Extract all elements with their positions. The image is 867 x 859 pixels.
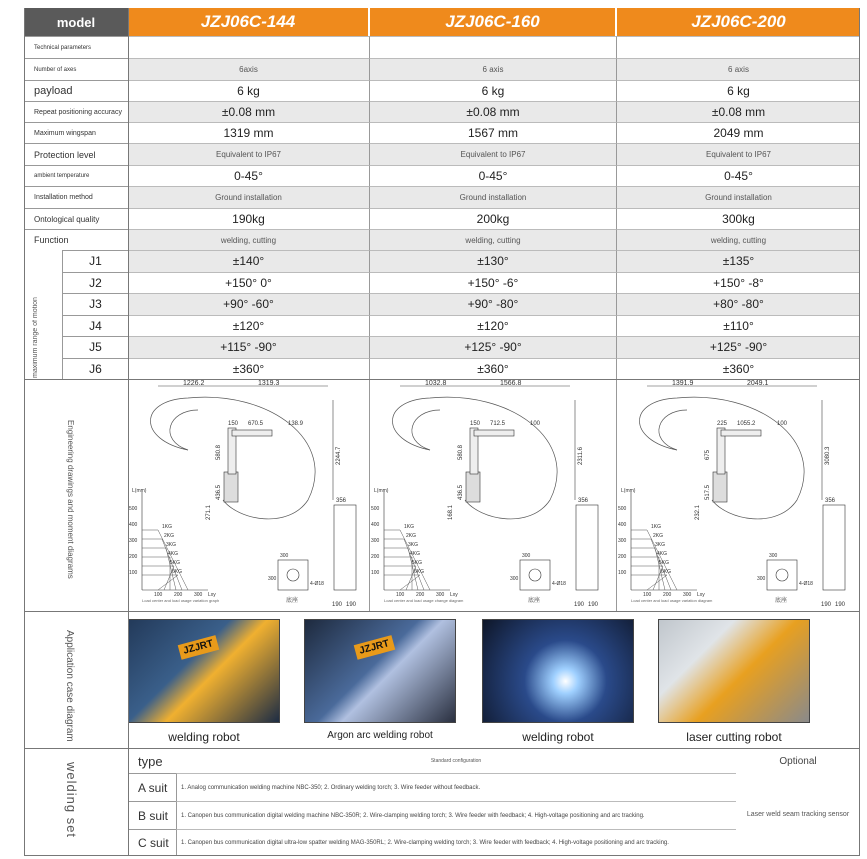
joint-value: ±360° xyxy=(369,358,616,380)
dim-g: 517.5 xyxy=(705,484,711,500)
engineering-drawing xyxy=(128,380,369,611)
optional-header: Optional xyxy=(779,755,817,767)
base-caption: 底座 xyxy=(528,598,541,604)
moment-x-tick: 100 xyxy=(396,592,405,598)
dim-e: 100 xyxy=(777,421,788,427)
load-label: 4KG xyxy=(657,551,668,557)
spec-value: 300kg xyxy=(616,208,860,229)
joint-value: +150° -8° xyxy=(616,272,860,294)
spec-value xyxy=(616,36,860,58)
mount-spec: 4-Ø18 xyxy=(552,581,566,587)
spec-label: payload xyxy=(24,80,128,101)
spec-value: 6axis xyxy=(128,58,369,80)
side-w2: 190 xyxy=(835,602,846,608)
spec-label: Installation method xyxy=(24,186,128,208)
brand-badge: JZJRT xyxy=(178,635,219,659)
dim-b: 1566.8 xyxy=(500,380,522,387)
drawing-svg xyxy=(370,380,617,611)
base-hole xyxy=(529,569,541,581)
load-label: 3KG xyxy=(655,542,666,548)
spec-label: Protection level xyxy=(24,143,128,165)
chart-caption: Load center and load usage variation graph xyxy=(142,598,220,603)
drawing-svg xyxy=(617,380,861,611)
spec-value: 1319 mm xyxy=(128,122,369,143)
robot-base xyxy=(713,472,727,502)
spec-value: Equivalent to IP67 xyxy=(128,143,369,165)
load-label: 1KG xyxy=(162,524,173,530)
case-caption: Argon arc welding robot xyxy=(327,730,433,741)
moment-x-tick: 300 xyxy=(683,592,692,598)
base-dim-2: 300 xyxy=(510,576,519,582)
spec-label: Number of axes xyxy=(24,58,128,80)
spec-value: ±0.08 mm xyxy=(616,101,860,122)
spec-value: 0-45° xyxy=(369,165,616,186)
joint-value: ±360° xyxy=(616,358,860,380)
spec-value: ±0.08 mm xyxy=(369,101,616,122)
dim-e: 100 xyxy=(530,421,541,427)
moment-y-label: L(mm) xyxy=(132,488,147,494)
side-w2: 190 xyxy=(588,602,599,608)
moment-y-label: L(mm) xyxy=(621,488,636,494)
case-caption: welding robot xyxy=(168,730,240,744)
dim-h: 271.1 xyxy=(206,504,212,520)
base-dim-2: 300 xyxy=(757,576,766,582)
dim-h: 232.1 xyxy=(695,504,701,520)
suit-description: 1. Canopen bus communication digital ultra-low spatter welding MAG-350RL; 2. Wire-clamping welding torch; 3. Wire feeder with feedback; 4. High-voltage positioning and arc tracking. xyxy=(176,829,736,855)
moment-x-label: Lxy xyxy=(208,592,216,598)
welding-set-label: welding set xyxy=(64,762,79,839)
moment-x-tick: 200 xyxy=(174,592,183,598)
dim-a: 1032.8 xyxy=(425,380,447,387)
side-view xyxy=(576,505,598,590)
load-label: 2KG xyxy=(164,533,175,539)
load-label: 4KG xyxy=(168,551,179,557)
dim-b: 1319.3 xyxy=(258,380,280,387)
joint-value: +125° -90° xyxy=(616,336,860,358)
moment-y-tick: 400 xyxy=(618,522,627,528)
load-label: 5KG xyxy=(412,560,423,566)
load-curve xyxy=(384,575,420,590)
spec-value: 190kg xyxy=(128,208,369,229)
spec-value: 2049 mm xyxy=(616,122,860,143)
dim-d: 1055.2 xyxy=(737,421,756,427)
moment-y-label: L(mm) xyxy=(374,488,389,494)
moment-y-tick: 500 xyxy=(129,506,138,512)
side-w1: 190 xyxy=(332,602,343,608)
moment-x-tick: 200 xyxy=(663,592,672,598)
load-curve xyxy=(631,566,663,590)
base-dim-1: 300 xyxy=(769,553,778,559)
base-plate xyxy=(278,560,308,590)
type-label: type xyxy=(138,753,163,769)
dim-v: 2311.6 xyxy=(578,447,584,465)
spec-value: 6 kg xyxy=(128,80,369,101)
side-dim: 356 xyxy=(336,498,347,504)
brand-badge: JZJRT xyxy=(354,635,395,659)
moment-x-tick: 300 xyxy=(436,592,445,598)
joint-value: +80° -80° xyxy=(616,293,860,315)
joint-value: ±135° xyxy=(616,250,860,272)
chart-caption: Load center and load usage variation diagram xyxy=(631,598,713,603)
load-curve xyxy=(142,575,178,590)
spec-label: Function xyxy=(24,229,128,250)
dim-f: 675 xyxy=(705,449,711,460)
moment-y-tick: 300 xyxy=(129,538,138,544)
dim-g: 436.5 xyxy=(458,484,464,500)
side-w1: 190 xyxy=(574,602,585,608)
drawings-section-label: Engineering drawings and moment diagrams xyxy=(66,420,75,579)
load-label: 6KG xyxy=(172,569,183,575)
joint-value: +90° -80° xyxy=(369,293,616,315)
dim-a: 1226.2 xyxy=(183,380,205,387)
model-title-144: JZJ06C-144 xyxy=(128,8,368,36)
side-dim: 356 xyxy=(578,498,589,504)
joint-label: J6 xyxy=(62,358,128,380)
dim-f: 580.8 xyxy=(216,444,222,460)
moment-y-tick: 500 xyxy=(371,506,380,512)
joint-value: +115° -90° xyxy=(128,336,369,358)
base-plate xyxy=(520,560,550,590)
spec-label: Repeat positioning accuracy xyxy=(24,101,128,122)
spec-value: welding, cutting xyxy=(369,229,616,250)
side-dim: 356 xyxy=(825,498,836,504)
mount-spec: 4-Ø18 xyxy=(799,581,813,587)
suit-description: 1. Analog communication welding machine NBC-350; 2. Ordinary welding torch; 3. Wire feeder without feedback. xyxy=(176,773,736,801)
cases-section-label: Application case diagram xyxy=(64,630,75,742)
dim-d: 712.5 xyxy=(490,421,506,427)
side-w1: 190 xyxy=(821,602,832,608)
load-label: 2KG xyxy=(406,533,417,539)
dim-d: 670.5 xyxy=(248,421,264,427)
spec-sheet xyxy=(24,0,860,859)
spec-value: 0-45° xyxy=(616,165,860,186)
dim-c: 150 xyxy=(470,421,481,427)
spec-value: welding, cutting xyxy=(128,229,369,250)
load-label: 5KG xyxy=(170,560,181,566)
moment-y-tick: 400 xyxy=(129,522,138,528)
joint-label: J4 xyxy=(62,315,128,337)
moment-y-tick: 100 xyxy=(618,570,627,576)
spec-value: 0-45° xyxy=(128,165,369,186)
inner-envelope xyxy=(412,410,440,450)
dim-c: 150 xyxy=(228,421,239,427)
load-label: 2KG xyxy=(653,533,664,539)
dim-e: 138.9 xyxy=(288,421,304,427)
load-label: 1KG xyxy=(651,524,662,530)
base-dim-1: 300 xyxy=(522,553,531,559)
load-curve xyxy=(142,566,174,590)
side-view xyxy=(334,505,356,590)
spec-label: Technical parameters xyxy=(24,36,128,58)
model-title-200: JZJ06C-200 xyxy=(616,8,860,36)
load-label: 6KG xyxy=(414,569,425,575)
base-dim-2: 300 xyxy=(268,576,277,582)
moment-x-tick: 200 xyxy=(416,592,425,598)
chart-caption: Load center and load usage change diagram xyxy=(384,598,464,603)
spec-label: Maximum wingspan xyxy=(24,122,128,143)
base-caption: 底座 xyxy=(286,598,299,604)
dim-a: 1391.9 xyxy=(672,380,694,387)
spec-value: Ground installation xyxy=(369,186,616,208)
moment-x-tick: 100 xyxy=(154,592,163,598)
robot-forearm xyxy=(474,430,514,436)
load-label: 3KG xyxy=(166,542,177,548)
joint-value: +125° -90° xyxy=(369,336,616,358)
spec-label: Ontological quality xyxy=(24,208,128,229)
spec-value: 1567 mm xyxy=(369,122,616,143)
side-w2: 190 xyxy=(346,602,357,608)
spec-value: 6 kg xyxy=(616,80,860,101)
spec-value: 6 axis xyxy=(616,58,860,80)
range-of-motion-label: maximum range of motion xyxy=(32,297,39,378)
moment-y-tick: 300 xyxy=(371,538,380,544)
suit-name: C suit xyxy=(128,829,176,855)
mount-spec: 4-Ø18 xyxy=(310,581,324,587)
load-label: 1KG xyxy=(404,524,415,530)
robot-base xyxy=(466,472,480,502)
spec-value: Ground installation xyxy=(128,186,369,208)
inner-envelope xyxy=(170,410,198,450)
standard-config-header: Standard configuration xyxy=(430,758,482,764)
moment-x-tick: 100 xyxy=(643,592,652,598)
base-hole xyxy=(287,569,299,581)
case-caption: welding robot xyxy=(522,730,594,744)
suit-name: A suit xyxy=(128,773,176,801)
joint-label: J5 xyxy=(62,336,128,358)
robot-base xyxy=(224,472,238,502)
dim-f: 580.8 xyxy=(458,444,464,460)
moment-x-label: Lxy xyxy=(450,592,458,598)
case-caption: laser cutting robot xyxy=(686,730,782,744)
base-plate xyxy=(767,560,797,590)
joint-label: J1 xyxy=(62,250,128,272)
moment-y-tick: 400 xyxy=(371,522,380,528)
spec-value xyxy=(128,36,369,58)
model-title-160: JZJ06C-160 xyxy=(369,8,615,36)
spec-value: 6 kg xyxy=(369,80,616,101)
suit-name: B suit xyxy=(128,801,176,829)
model-header-cell: model xyxy=(24,8,128,36)
moment-y-tick: 100 xyxy=(129,570,138,576)
spec-value: welding, cutting xyxy=(616,229,860,250)
joint-value: ±130° xyxy=(369,250,616,272)
inner-envelope xyxy=(659,410,687,450)
moment-x-label: Lxy xyxy=(697,592,705,598)
case-photo xyxy=(304,619,456,723)
engineering-drawing xyxy=(369,380,616,611)
joint-value: +150° -6° xyxy=(369,272,616,294)
dim-v: 2244.7 xyxy=(336,446,342,465)
case-photo xyxy=(482,619,634,723)
dim-b: 2049.1 xyxy=(747,380,769,387)
load-label: 6KG xyxy=(661,569,672,575)
dim-c: 225 xyxy=(717,421,728,427)
dim-h: 168.1 xyxy=(448,504,454,520)
joint-value: ±360° xyxy=(128,358,369,380)
joint-value: +90° -60° xyxy=(128,293,369,315)
spec-label: ambient temperature xyxy=(24,165,128,186)
load-label: 4KG xyxy=(410,551,421,557)
spec-value: 6 axis xyxy=(369,58,616,80)
spec-value: ±0.08 mm xyxy=(128,101,369,122)
moment-y-tick: 200 xyxy=(129,554,138,560)
side-view xyxy=(823,505,845,590)
dim-g: 436.5 xyxy=(216,484,222,500)
moment-y-tick: 200 xyxy=(618,554,627,560)
load-label: 3KG xyxy=(408,542,419,548)
moment-y-tick: 200 xyxy=(371,554,380,560)
case-photo xyxy=(128,619,280,723)
suit-description: 1. Canopen bus communication digital welding machine NBC-350R; 2. Wire-clamping welding torch; 3. Wire feeder with feedback; 4. High-voltage positioning and arc tracking. xyxy=(176,801,736,829)
load-label: 5KG xyxy=(659,560,670,566)
joint-label: J3 xyxy=(62,293,128,315)
joint-value: +150° 0° xyxy=(128,272,369,294)
load-curve xyxy=(384,566,416,590)
moment-y-tick: 300 xyxy=(618,538,627,544)
joint-label: J2 xyxy=(62,272,128,294)
moment-y-tick: 100 xyxy=(371,570,380,576)
joint-value: ±120° xyxy=(369,315,616,337)
optional-value: Laser weld seam tracking sensor xyxy=(746,811,850,818)
joint-value: ±110° xyxy=(616,315,860,337)
robot-forearm xyxy=(721,430,761,436)
drawing-svg xyxy=(128,380,369,611)
joint-value: ±140° xyxy=(128,250,369,272)
load-curve xyxy=(631,575,667,590)
base-caption: 底座 xyxy=(775,598,788,604)
case-photo xyxy=(658,619,810,723)
base-hole xyxy=(776,569,788,581)
moment-x-tick: 300 xyxy=(194,592,203,598)
spec-value: 200kg xyxy=(369,208,616,229)
joint-value: ±120° xyxy=(128,315,369,337)
dim-v: 3080.3 xyxy=(825,446,831,465)
spec-value: Equivalent to IP67 xyxy=(616,143,860,165)
spec-value: Equivalent to IP67 xyxy=(369,143,616,165)
robot-forearm xyxy=(232,430,272,436)
moment-y-tick: 500 xyxy=(618,506,627,512)
spec-value xyxy=(369,36,616,58)
base-dim-1: 300 xyxy=(280,553,289,559)
engineering-drawing xyxy=(616,380,860,611)
spec-value: Ground installation xyxy=(616,186,860,208)
